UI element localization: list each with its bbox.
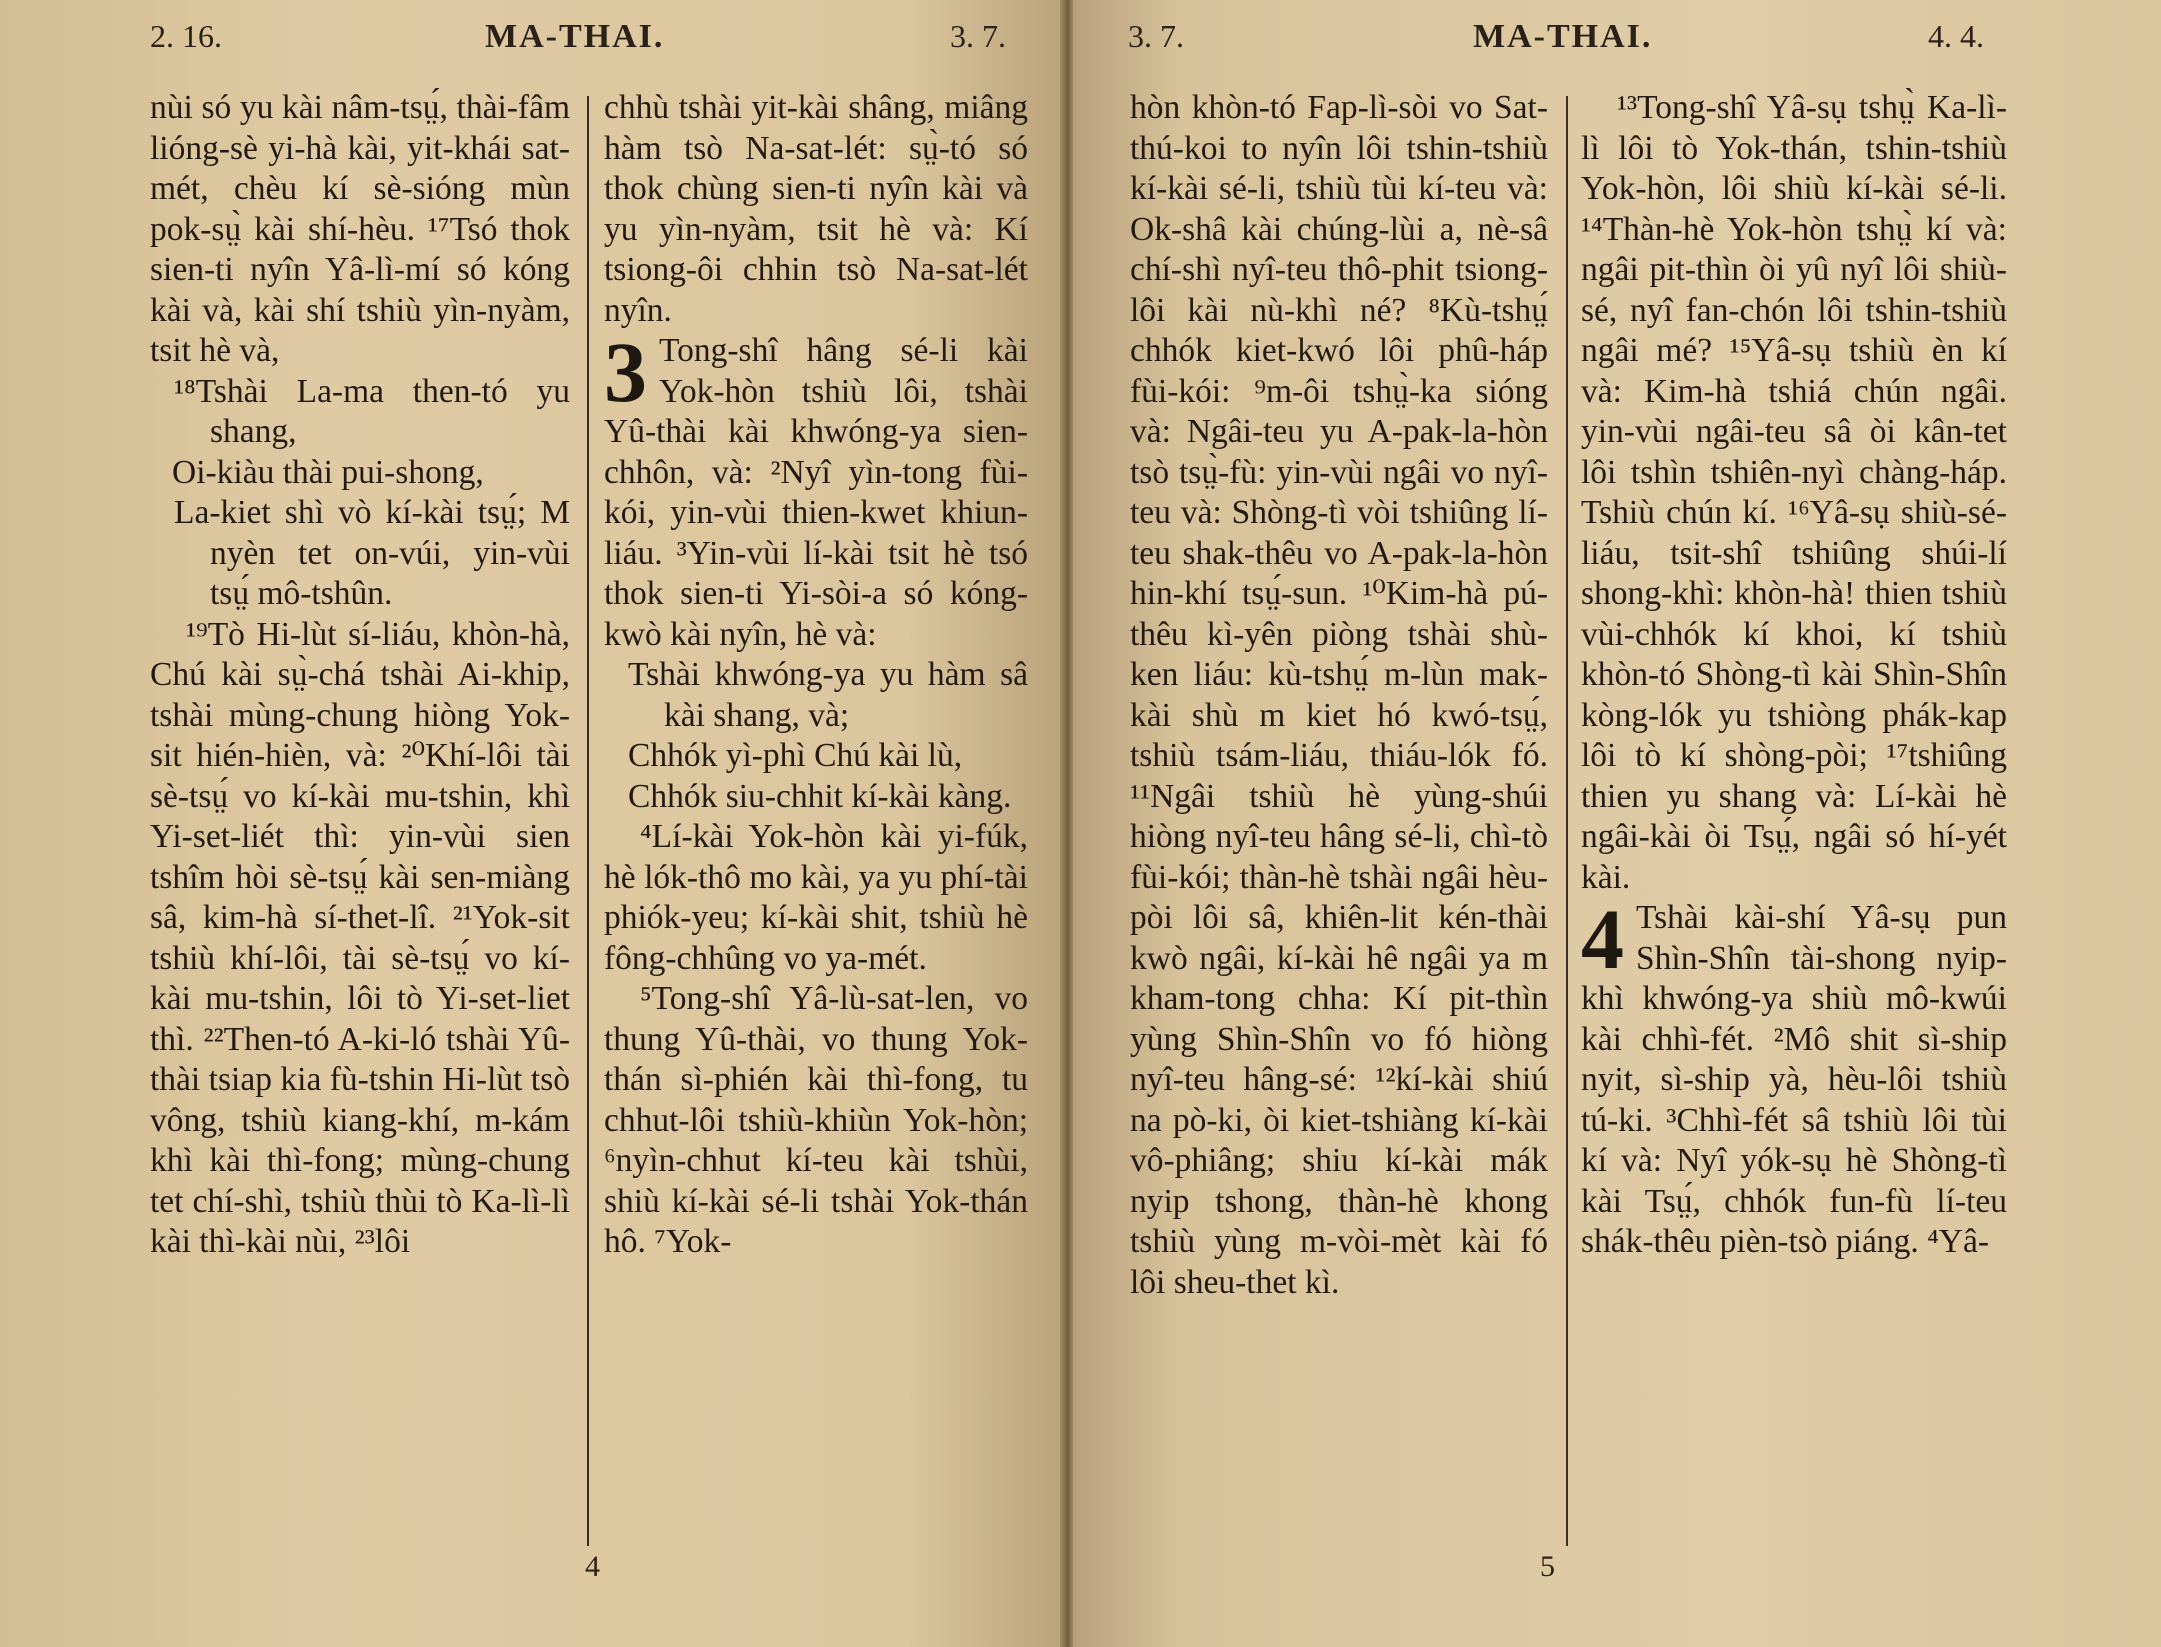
chapter-start <box>1581 891 2007 1263</box>
verse-paragraph: hòn khòn-tó Fap-lì-sòi vo Sat-thú-koi to nyîn lôi tshin-tshiù kí-kài sé-li, tshiù tùi kí-teu và: Ok-shâ kài chúng-lùi a, nè-sâ chí-shì nyî-teu thô-phit tsiong-lôi kài nù-khì né? ⁸Kù-tshṳ́ chhók kiet-kwó lôi phû-háp fùi-kói: ⁹m-ôi tshṳ̀-ka sióng và: Ngâi-teu yu A-pak-la-hòn tsò tsṳ̀-fù: yin-vùi ngâi vo nyî-teu và: Shòng-tì vòi tshiûng lí-teu shak-thêu vo A-pak-la-hòn hin-khí tsṳ́-sun. ¹⁰Kim-hà pú-thêu kì-yên piòng tshài shù-ken liáu: kù-tshṳ́ m-lùn mak-kài shù m kiet hó kwó-tsṳ́, tshiù tsám-liáu, thiáu-lók fó. ¹¹Ngâi tshiù hè yùng-shúi hiòng nyî-teu hâng sé-li, chì-tò fùi-kói; thàn-hè tshài ngâi hèu-pòi lôi sâ, khiên-lit kén-thài kwò ngâi, kí-kài hê ngâi ya m kham-tong chha: Kí pit-thìn yùng Shìn-Shîn vo fó hiòng nyî-teu hâng-sé: ¹²kí-kài shiú na pò-ki, òi kiet-tshiàng kí-kài vô-phiâng; shiu kí-kài mák nyip tshong, thàn-hè khong tshiù yùng m-vòi-mèt kài fó lôi sheu-thet kì. <box>1130 89 1548 1301</box>
left-page-number: 4 <box>585 1550 600 1583</box>
right-page-column-2 <box>1581 88 2007 1263</box>
left-page-header <box>0 18 1065 68</box>
chapter-number: 4 <box>1581 891 1624 987</box>
poetry-line: Tshài khwóng-ya yu hàm sâ kài shang, và; <box>628 656 1028 734</box>
right-header-title: MA-THAI. <box>1473 18 1653 55</box>
right-header-ref-start: 3. 7. <box>1128 18 1184 54</box>
verse-paragraph: ¹⁹Tò Hi-lùt sí-liáu, khòn-hà, Chú kài sṳ̀-chá tshài Ai-khip, tshài mùng-chung hiòng Yok-sit hién-hièn, và: ²⁰Khí-lôi tài sè-tsṳ́ vo kí-kài mu-tshin, khì Yi-set-liét thì: yin-vùi sien tshîm hòi sè-tsṳ́ kài sen-miàng sâ, kim-hà sí-thet-lî. ²¹Yok-sit tshiù khí-lôi, tài sè-tsṳ́ vo kí-kài mu-tshin, lôi tò Yi-set-liet thì. ²²Then-tó A-ki-ló tshài Yû-thài tsiap kia fù-tshin Hi-lùt tsò vông, tshiù kiang-khí, m-kám khì kài thì-fong; mùng-chung tet chí-shì, tshiù thùi tò Ka-lì-lì kài thì-kài nùi, ²³lôi <box>150 615 570 1260</box>
verse-paragraph: nùi só yu kài nâm-tsṳ́, thài-fâm lióng-sè yi-hà kài, yit-khái sat-mét, chèu kí sè-sióng mùn pok-sṳ̀ kài shí-hèu. ¹⁷Tsó thok sien-ti nyîn Yâ-lì-mí só kóng kài và, kài shí tshiù yìn-nyàm, tsit hè và, <box>150 89 570 369</box>
verse-paragraph: ⁵Tong-shî Yâ-lù-sat-len, vo thung Yû-thài, vo thung Yok-thán sì-phién kài thì-fong, tu chhut-lôi tshiù-khiùn Yok-hòn; ⁶nyìn-chhut kí-teu kài tshùi, shiù kí-kài sé-li tshài Yok-thán hô. ⁷Yok- <box>604 980 1028 1260</box>
poetry-line: Chhók siu-chhit kí-kài kàng. <box>628 777 1012 815</box>
verse-paragraph: chhù tshài yit-kài shâng, miâng hàm tsò Na-sat-lét: sṳ̀-tó só thok chùng sien-ti nyîn kài và yu yìn-nyàm, tsit hè và: Kí tsiong-ôi chhin tsò Na-sat-lét nyîn. <box>604 89 1028 329</box>
poetry-line: Chhók yì-phì Chú kài lù, <box>628 737 963 774</box>
verse-paragraph: ⁴Lí-kài Yok-hòn kài yi-fúk, hè lók-thô mo kài, ya yu phí-tài phiók-yeu; kí-kài shit, tshiù hè fông-chhûng vo ya-mét. <box>604 818 1028 977</box>
left-page <box>0 0 1065 1647</box>
right-page <box>1073 0 2161 1647</box>
poetry-line: ¹⁸Tshài La-ma then-tó yu shang, <box>174 372 570 450</box>
chapter-start <box>604 324 1028 655</box>
left-page-column-1 <box>150 88 570 1263</box>
poetry-line: La-kiet shì vò kí-kài tsṳ́; M nyèn tet on-vúi, yin-vùi tsṳ́ mô-tshûn. <box>174 494 570 612</box>
right-header-ref-end: 4. 4. <box>1928 18 1984 54</box>
left-header-ref-start: 2. 16. <box>150 18 222 54</box>
chapter-text: Tong-shî hâng sé-li kài Yok-hòn tshiù lôi, tshài Yû-thài kài khwóng-ya sien-chhôn, và: ²Nyî yìn-tong fùi-kói, yin-vùi thien-kwet khiun-liáu. ³Yin-vùi lí-kài tsit hè tsó thok sien-ti Yi-sòi-a só kóng-kwò kài nyîn, hè và: <box>604 332 1028 653</box>
right-page-number: 5 <box>1540 1550 1555 1583</box>
chapter-number: 3 <box>604 324 647 420</box>
chapter-text: Tshài kài-shí Yâ-sụ pun Shìn-Shîn tài-shong nyip-khì khwóng-ya shiù mô-kwúi kài chhì-fét. ²Mô shit sì-ship nyit, sì-ship yà, hèu-lôi tshiù tú-ki. ³Chhì-fét sâ tshiù lôi tùi kí và: Nyî yók-sụ hè Shòng-tì kài Tsṳ́, chhók fun-fù lí-teu shák-thêu pièn-tsò piáng. ⁴Yâ- <box>1581 899 2007 1260</box>
left-header-ref-end: 3. 7. <box>950 18 1006 54</box>
left-column-divider <box>587 96 589 1546</box>
right-page-column-1 <box>1130 88 1548 1303</box>
left-header-title: MA-THAI. <box>485 18 665 55</box>
verse-paragraph: ¹³Tong-shî Yâ-sụ tshṳ̀ Ka-lì-lì lôi tò Yok-thán, tshin-tshiù Yok-hòn, lôi shiù kí-kài sé-li. ¹⁴Thàn-hè Yok-hòn tshṳ̀ kí và: ngâi pit-thìn òi yû nyî lôi shiù-sé, nyî fan-chón lôi tshin-tshiù ngâi mé? ¹⁵Yâ-sụ tshiù èn kí và: Kim-hà tshiá chún ngâi. yin-vùi ngâi-teu sâ òi kân-tet lôi tshìn tshiên-nyì chàng-háp. Tshiù chún kí. ¹⁶Yâ-sụ shiù-sé-liáu, tsit-shî tshiûng shúi-lí shong-khì: khòn-hà! thien tshiù vùi-chhók kí khoi, kí tshiù khòn-tó Shòng-tì kài Shìn-Shîn kòng-lók yu tshiòng phák-kap lôi tò kí shòng-pòi; ¹⁷tshiûng thien yu shang và: Lí-kài hè ngâi-kài òi Tsṳ́, ngâi só hí-yét kài. <box>1581 89 2007 896</box>
poetry-line: Oi-kiàu thài pui-shong, <box>172 453 484 491</box>
left-page-column-2 <box>604 88 1028 1263</box>
right-column-divider <box>1566 96 1568 1546</box>
right-page-header <box>1073 18 2161 68</box>
